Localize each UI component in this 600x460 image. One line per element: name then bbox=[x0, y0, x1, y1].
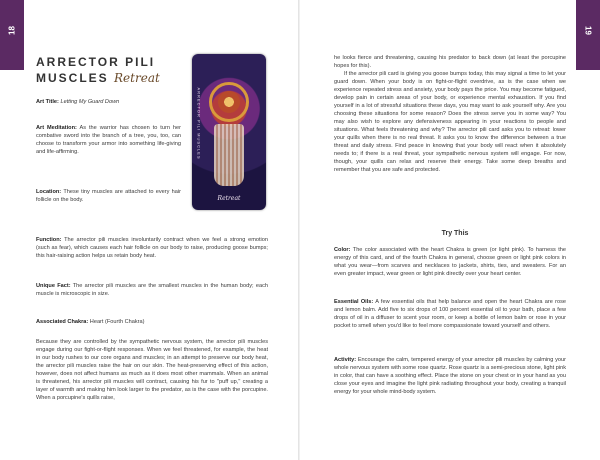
art-meditation bbox=[36, 124, 181, 156]
card-mandala bbox=[209, 82, 249, 122]
function-text: The arrector pili muscles involuntarily contract when we feel a strong emotion (such as fear), which causes each hair follicle on our body to raise, producing goose bumps; this hair-raising action helps us retain body heat. bbox=[36, 237, 268, 259]
page-number-right: 19 bbox=[583, 26, 593, 35]
activity-label: Activity: bbox=[334, 357, 357, 363]
location-text: These tiny muscles are attached to every hair follicle on the body. bbox=[36, 189, 181, 203]
location-label: Location: bbox=[36, 189, 62, 195]
right-para-2: If the arrector pili card is giving you goose bumps today, this may signal a time to let your guard down. When your body is on fight-or-flight overdrive, as is the case when we experience repeated stress and anxiety, your body pays the price. You may become fatigued, develop pain in certain areas of your body, or experience mental exhaustion. If you find yourself in a lot of stressful situations these days, you may want to ask yourself why. Are you choosing these situations for some reason? Does the stress serve you in some way? You may also wish to explore any defensiveness appearing in your reactions to people and situations. What feels threatening and why? The arrector pili card asks you to retreat: lower your quills when there is no real threat. It asks you to know the difference between a true threat and daily stress. Find peace in knowing that your body will react when it absolutely needs to; if there is a real threat, your sympathetic nervous system will engage. For now, though, your quills can relax and reserve their energy. Take some deep breaths and remember that you are safe and protected. bbox=[334, 71, 566, 173]
function-label: Function: bbox=[36, 237, 62, 243]
card-caption: Retreat bbox=[217, 195, 241, 202]
left-body-text: Because they are controlled by the sympathetic nervous system, the arrector pili muscles engage during our fight-or-flight responses. When we feel threatened, for example, the heat in our body rushes to our core organs and muscles; in an attempt to preserve our body heat, the arrector pili muscles raise the hair on our skin. The heat-preserving effect of this action, however, does not affect humans as much as it does most other mammals. When an animal is threatened, his arrector pili muscles will contract, causing his fur to "puff up," creating a layer of warmth and making him look larger to the predator, as is the case with the porcupine. When a porcupine's quills raise, bbox=[36, 339, 268, 401]
activity-tip bbox=[334, 356, 566, 396]
title-line-1: ARRECTOR PILI bbox=[36, 55, 156, 69]
color-text: The color associated with the heart Chakra is green (or light pink). To harness the energy of this card, and of the fourth Chakra in general, choose green or light pink colors in what you wear—from scarves and necklaces to jackets, shirts, ties, and sweaters. For an even greater impact, wear green or light pink directly over your heart center. bbox=[334, 247, 567, 277]
function bbox=[36, 236, 268, 260]
art-title-label: Art Title: bbox=[36, 99, 59, 105]
art-title-value: Letting My Guard Down bbox=[60, 99, 120, 105]
chakra-label: Associated Chakra: bbox=[36, 319, 89, 325]
title-line-2: MUSCLES bbox=[36, 71, 109, 85]
tarot-card-image bbox=[192, 54, 266, 210]
card-vertical-title bbox=[194, 66, 204, 186]
title-script: Retreat bbox=[114, 71, 160, 85]
try-this-heading: Try This bbox=[441, 230, 469, 237]
oils-text: A few essential oils that help balance and open the heart Chakra are rose and lemon balm. Add five to six drops of 100 percent essential oil to your bath, place a few drops of oil in a diffuser to scent your room, or keep a bottle of lemon balm or rose in your pocket to smell when you'd like to feel more compassionate toward yourself and others. bbox=[334, 299, 566, 329]
card-feathers bbox=[214, 124, 244, 186]
activity-text: Encourage the calm, tempered energy of your arrector pili muscles by calming your whole nervous system with some rose quartz. Rose quartz is a semi-precious stone, light pink in color, that can have a soothing effect. Place the stone on your chest or in your hand as you close your eyes and imagine the light pink radiating throughout your body, creating a tranquil energy for your whole mind-body system. bbox=[334, 357, 566, 395]
art-title bbox=[36, 98, 181, 106]
unique-fact-text: The arrector pili muscles are the smallest muscles in the human body; each muscle is microscopic in size. bbox=[36, 283, 268, 297]
art-meditation-text: As the warrior has chosen to turn her combative sword into the branch of a tree, you, too, can choose to transform your armor into something life-giving and life-affirming. bbox=[36, 125, 181, 155]
card-vertical-text: ARRECTOR PILI MUSCLES bbox=[196, 87, 202, 160]
right-page-lower bbox=[300, 0, 600, 460]
oils-label: Essential Oils: bbox=[334, 299, 374, 305]
location bbox=[36, 188, 181, 204]
entry-title bbox=[36, 54, 181, 86]
color-label: Color: bbox=[334, 247, 351, 253]
page-tab-left bbox=[0, 0, 24, 70]
art-meditation-label: Art Meditation: bbox=[36, 125, 77, 131]
right-para-1: he looks fierce and threatening, causing his predator to back down (at least the porcupine hopes for this). bbox=[334, 55, 566, 69]
unique-fact-label: Unique Fact: bbox=[36, 283, 71, 289]
associated-chakra bbox=[36, 318, 268, 326]
page-number-left: 18 bbox=[7, 26, 17, 35]
unique-fact bbox=[36, 282, 268, 298]
essential-oils-tip bbox=[334, 298, 566, 330]
color-tip bbox=[334, 246, 566, 278]
chakra-text: Heart (Fourth Chakra) bbox=[89, 319, 145, 325]
